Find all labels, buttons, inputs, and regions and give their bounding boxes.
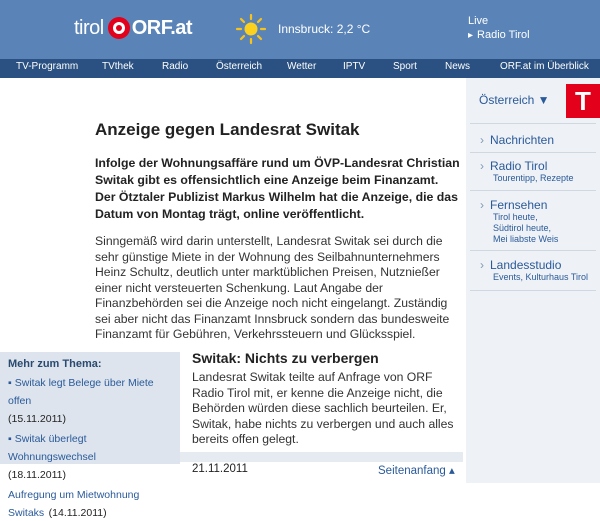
article-subtext: Landesrat Switak teilte auf Anfrage von ORF Radio Tirol mit, er kenne die Anzeige nicht, die Behörden würden diese sachlich beurteilen. Er, Switak, habe nichts zu verbergen und auch alles bereits offen gelegt. [192,370,454,446]
sun-icon [236,14,266,44]
nav-item-news[interactable]: News [445,61,471,72]
live-radio-name: ▸ Radio Tirol [468,28,530,43]
site-header [0,0,600,59]
article-lead: Infolge der Wohnungsaffäre rund um ÖVP-Landesrat Christian Switak gibt es offensichtlich eine Anzeige beim Finanzamt. Der Ötztaler Publizist Markus Wilhelm hat die Anzeige, die das Datum von Montag trägt, online veröffentlicht. [95,156,460,221]
sidebar-item-sub: Mei liabste Weis [493,234,559,244]
sidebar-item-sub: Tourentipp, Rezepte [493,173,574,183]
site-logo[interactable] [74,15,192,41]
related-item [8,429,172,483]
nav-item-overview[interactable]: ORF.at im Überblick [500,61,589,72]
article-date: 21.11.2011 [192,463,248,475]
sidebar-item-sub: Tirol heute, [493,212,538,222]
related-link[interactable] [8,377,154,407]
sidebar-item-landesstudio[interactable] [480,258,588,283]
related-date: (14.11.2011) [48,507,107,519]
orf-eye-icon [108,17,130,39]
related-link-text: Aufregung um Mietwohnung Switaks [8,489,140,519]
sidebar-item-label: › Landesstudio [480,258,588,272]
related-link[interactable] [8,433,96,463]
sidebar-item-label: › Nachrichten [480,133,554,147]
nav-item-tv-programm[interactable]: TV-Programm [16,61,79,72]
article-footer-bar [180,452,463,462]
bullet-icon: ▪ [8,433,12,445]
sidebar-item-label: › Radio Tirol [480,159,574,173]
related-box [0,352,180,519]
nav-item-oesterreich[interactable]: Österreich [216,61,263,72]
related-date: (18.11.2011) [8,469,66,481]
sidebar-item-radio-tirol[interactable] [480,159,574,184]
brand-orf: ORF.at [131,16,193,39]
tirol-t-logo[interactable]: T [566,84,600,118]
bullet-icon: ▪ [8,377,12,389]
nav-item-wetter[interactable]: Wetter [287,61,317,72]
sidebar-item-label: › Fernsehen [480,198,558,212]
region-select[interactable]: Österreich ▼ [479,93,550,107]
article-body: Sinngemäß wird darin unterstellt, Landesrat Switak sei durch die sehr günstige Miete in der Wohnung des Seilbahnunternehmers Heinz Schultz, deutlich unter marktüblichen Preisen, Nutznießer einer nicht versteuerten Schenkung. Laut Angabe der Finanzbehörden sei die Anzeige noch nicht eingelangt. Zuständig sei aber nicht das Finanzamt Innsbruck sondern das bundesweite Finanzamt für Gebühren, Verkehrssteuern und Glücksspiel. [95,234,450,341]
related-link-text: Switak überlegt Wohnungswechsel [8,433,96,463]
nav-item-iptv[interactable]: IPTV [343,61,366,72]
sidebar-divider [470,250,596,251]
live-radio-link[interactable] [468,14,530,43]
sidebar-divider [470,290,596,291]
article-title: Anzeige gegen Landesrat Switak [95,120,360,139]
related-date: (15.11.2011) [8,413,66,425]
sidebar-divider [470,152,596,153]
main-nav [0,59,600,78]
sidebar-item-fernsehen[interactable] [480,198,558,245]
related-item [8,373,172,427]
back-to-top-link[interactable]: Seitenanfang ▴ [378,465,455,477]
related-link-text: Switak legt Belege über Miete offen [8,377,154,407]
sidebar-divider [470,190,596,191]
sidebar-item-sub: Events, Kulturhaus Tirol [493,272,589,282]
weather-widget[interactable] [236,14,370,44]
weather-text: Innsbruck: 2,2 °C [278,22,371,36]
article-subtitle: Switak: Nichts zu verbergen [192,350,379,366]
brand-region: tirol [74,16,104,39]
sidebar-item-nachrichten[interactable] [480,133,554,147]
nav-item-radio[interactable]: Radio [162,61,189,72]
live-label: Live [468,15,489,27]
nav-item-sport[interactable]: Sport [393,61,417,72]
sidebar-divider [470,123,596,124]
related-title: Mehr zum Thema: [8,358,102,370]
related-item [8,485,172,521]
nav-item-tvthek[interactable]: TVthek [102,61,134,72]
sidebar-item-sub: Südtirol heute, [493,223,552,233]
